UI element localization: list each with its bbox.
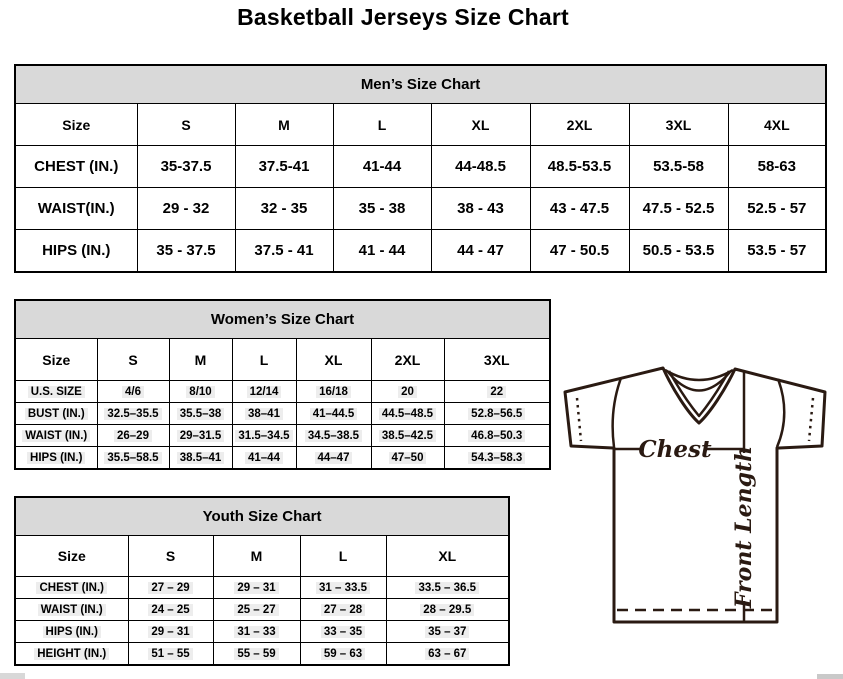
mens-cell: 43 - 47.5 bbox=[530, 188, 629, 230]
mens-cell: 35 - 37.5 bbox=[137, 230, 235, 273]
youth-table-row bbox=[15, 643, 509, 666]
youth-table-row bbox=[15, 577, 509, 599]
womens-cell: 54.3–58.3 bbox=[444, 447, 550, 470]
womens-table-row bbox=[15, 425, 550, 447]
womens-table-row bbox=[15, 447, 550, 470]
youth-cell: 29 – 31 bbox=[128, 621, 213, 643]
mens-cell: 35-37.5 bbox=[137, 146, 235, 188]
chest-label: Chest bbox=[638, 436, 712, 463]
mens-cell: 52.5 - 57 bbox=[728, 188, 826, 230]
womens-cell: 31.5–34.5 bbox=[232, 425, 296, 447]
womens-cell: 38.5–42.5 bbox=[371, 425, 444, 447]
mens-table-row bbox=[15, 146, 826, 188]
jersey-diagram bbox=[552, 358, 838, 630]
mens-cell: 44 - 47 bbox=[431, 230, 530, 273]
womens-row-label: HIPS (IN.) bbox=[15, 447, 97, 470]
mens-cell: 29 - 32 bbox=[137, 188, 235, 230]
womens-cell: 38–41 bbox=[232, 403, 296, 425]
youth-cell: 29 – 31 bbox=[213, 577, 300, 599]
mens-column-header: M bbox=[235, 104, 333, 146]
womens-cell: 29–31.5 bbox=[169, 425, 232, 447]
youth-cell: 25 – 27 bbox=[213, 599, 300, 621]
mens-column-header: L bbox=[333, 104, 431, 146]
womens-table-row bbox=[15, 381, 550, 403]
youth-column-header: Size bbox=[15, 536, 128, 577]
womens-cell: 26–29 bbox=[97, 425, 169, 447]
mens-column-header: S bbox=[137, 104, 235, 146]
womens-column-header: Size bbox=[15, 339, 97, 381]
womens-cell: 44–47 bbox=[296, 447, 371, 470]
mens-column-header: 3XL bbox=[629, 104, 728, 146]
mens-cell: 53.5 - 57 bbox=[728, 230, 826, 273]
womens-table-row bbox=[15, 403, 550, 425]
mens-cell: 37.5-41 bbox=[235, 146, 333, 188]
womens-cell: 32.5–35.5 bbox=[97, 403, 169, 425]
mens-size-table bbox=[14, 64, 827, 273]
youth-cell: 27 – 28 bbox=[300, 599, 386, 621]
youth-table-header: Youth Size Chart bbox=[15, 497, 509, 536]
womens-cell: 35.5–58.5 bbox=[97, 447, 169, 470]
mens-cell: 37.5 - 41 bbox=[235, 230, 333, 273]
womens-cell: 44.5–48.5 bbox=[371, 403, 444, 425]
womens-size-table bbox=[14, 299, 551, 470]
mens-cell: 58-63 bbox=[728, 146, 826, 188]
womens-cell: 4/6 bbox=[97, 381, 169, 403]
mens-column-header: XL bbox=[431, 104, 530, 146]
youth-row-label: HEIGHT (IN.) bbox=[15, 643, 128, 666]
youth-cell: 28 – 29.5 bbox=[386, 599, 509, 621]
youth-row-label: CHEST (IN.) bbox=[15, 577, 128, 599]
youth-cell: 55 – 59 bbox=[213, 643, 300, 666]
womens-row-label: WAIST (IN.) bbox=[15, 425, 97, 447]
womens-cell: 20 bbox=[371, 381, 444, 403]
womens-cell: 16/18 bbox=[296, 381, 371, 403]
youth-column-header: S bbox=[128, 536, 213, 577]
youth-column-header: M bbox=[213, 536, 300, 577]
womens-column-header: XL bbox=[296, 339, 371, 381]
youth-table-row bbox=[15, 599, 509, 621]
youth-cell: 31 – 33 bbox=[213, 621, 300, 643]
womens-cell: 41–44.5 bbox=[296, 403, 371, 425]
jersey-outline bbox=[565, 368, 825, 622]
mens-column-header: 4XL bbox=[728, 104, 826, 146]
scrollbar-fragment-left[interactable] bbox=[0, 673, 25, 679]
scrollbar-fragment-right[interactable] bbox=[817, 674, 843, 679]
womens-row-label: BUST (IN.) bbox=[15, 403, 97, 425]
womens-row-label: U.S. SIZE bbox=[15, 381, 97, 403]
womens-cell: 52.8–56.5 bbox=[444, 403, 550, 425]
mens-table-row bbox=[15, 230, 826, 273]
mens-cell: 41 - 44 bbox=[333, 230, 431, 273]
youth-row-label: HIPS (IN.) bbox=[15, 621, 128, 643]
mens-column-header: 2XL bbox=[530, 104, 629, 146]
womens-table-header: Women’s Size Chart bbox=[15, 300, 550, 339]
youth-row-label: WAIST (IN.) bbox=[15, 599, 128, 621]
womens-column-header: 2XL bbox=[371, 339, 444, 381]
mens-row-label: CHEST (IN.) bbox=[15, 146, 137, 188]
womens-cell: 22 bbox=[444, 381, 550, 403]
youth-cell: 63 – 67 bbox=[386, 643, 509, 666]
mens-table-row bbox=[15, 188, 826, 230]
womens-cell: 35.5–38 bbox=[169, 403, 232, 425]
mens-cell: 41-44 bbox=[333, 146, 431, 188]
youth-cell: 33 – 35 bbox=[300, 621, 386, 643]
youth-table-row bbox=[15, 621, 509, 643]
womens-cell: 46.8–50.3 bbox=[444, 425, 550, 447]
mens-table-header: Men’s Size Chart bbox=[15, 65, 826, 104]
womens-cell: 47–50 bbox=[371, 447, 444, 470]
front-length-label: Front Length bbox=[731, 445, 757, 609]
womens-column-header: L bbox=[232, 339, 296, 381]
womens-cell: 41–44 bbox=[232, 447, 296, 470]
womens-cell: 12/14 bbox=[232, 381, 296, 403]
page-title: Basketball Jerseys Size Chart bbox=[237, 4, 569, 30]
youth-cell: 35 – 37 bbox=[386, 621, 509, 643]
womens-cell: 38.5–41 bbox=[169, 447, 232, 470]
youth-cell: 31 – 33.5 bbox=[300, 577, 386, 599]
youth-cell: 59 – 63 bbox=[300, 643, 386, 666]
mens-cell: 38 - 43 bbox=[431, 188, 530, 230]
mens-cell: 47 - 50.5 bbox=[530, 230, 629, 273]
jersey-outline-group bbox=[565, 368, 825, 622]
youth-cell: 51 – 55 bbox=[128, 643, 213, 666]
mens-cell: 48.5-53.5 bbox=[530, 146, 629, 188]
mens-cell: 44-48.5 bbox=[431, 146, 530, 188]
womens-column-header: S bbox=[97, 339, 169, 381]
mens-cell: 50.5 - 53.5 bbox=[629, 230, 728, 273]
mens-cell: 47.5 - 52.5 bbox=[629, 188, 728, 230]
mens-cell: 32 - 35 bbox=[235, 188, 333, 230]
womens-cell: 34.5–38.5 bbox=[296, 425, 371, 447]
mens-row-label: WAIST(IN.) bbox=[15, 188, 137, 230]
youth-column-header: XL bbox=[386, 536, 509, 577]
womens-cell: 8/10 bbox=[169, 381, 232, 403]
youth-cell: 33.5 – 36.5 bbox=[386, 577, 509, 599]
mens-cell: 53.5-58 bbox=[629, 146, 728, 188]
youth-size-table bbox=[14, 496, 510, 666]
mens-cell: 35 - 38 bbox=[333, 188, 431, 230]
youth-column-header: L bbox=[300, 536, 386, 577]
womens-column-header: 3XL bbox=[444, 339, 550, 381]
womens-column-header: M bbox=[169, 339, 232, 381]
youth-cell: 27 – 29 bbox=[128, 577, 213, 599]
mens-row-label: HIPS (IN.) bbox=[15, 230, 137, 273]
mens-column-header: Size bbox=[15, 104, 137, 146]
youth-cell: 24 – 25 bbox=[128, 599, 213, 621]
